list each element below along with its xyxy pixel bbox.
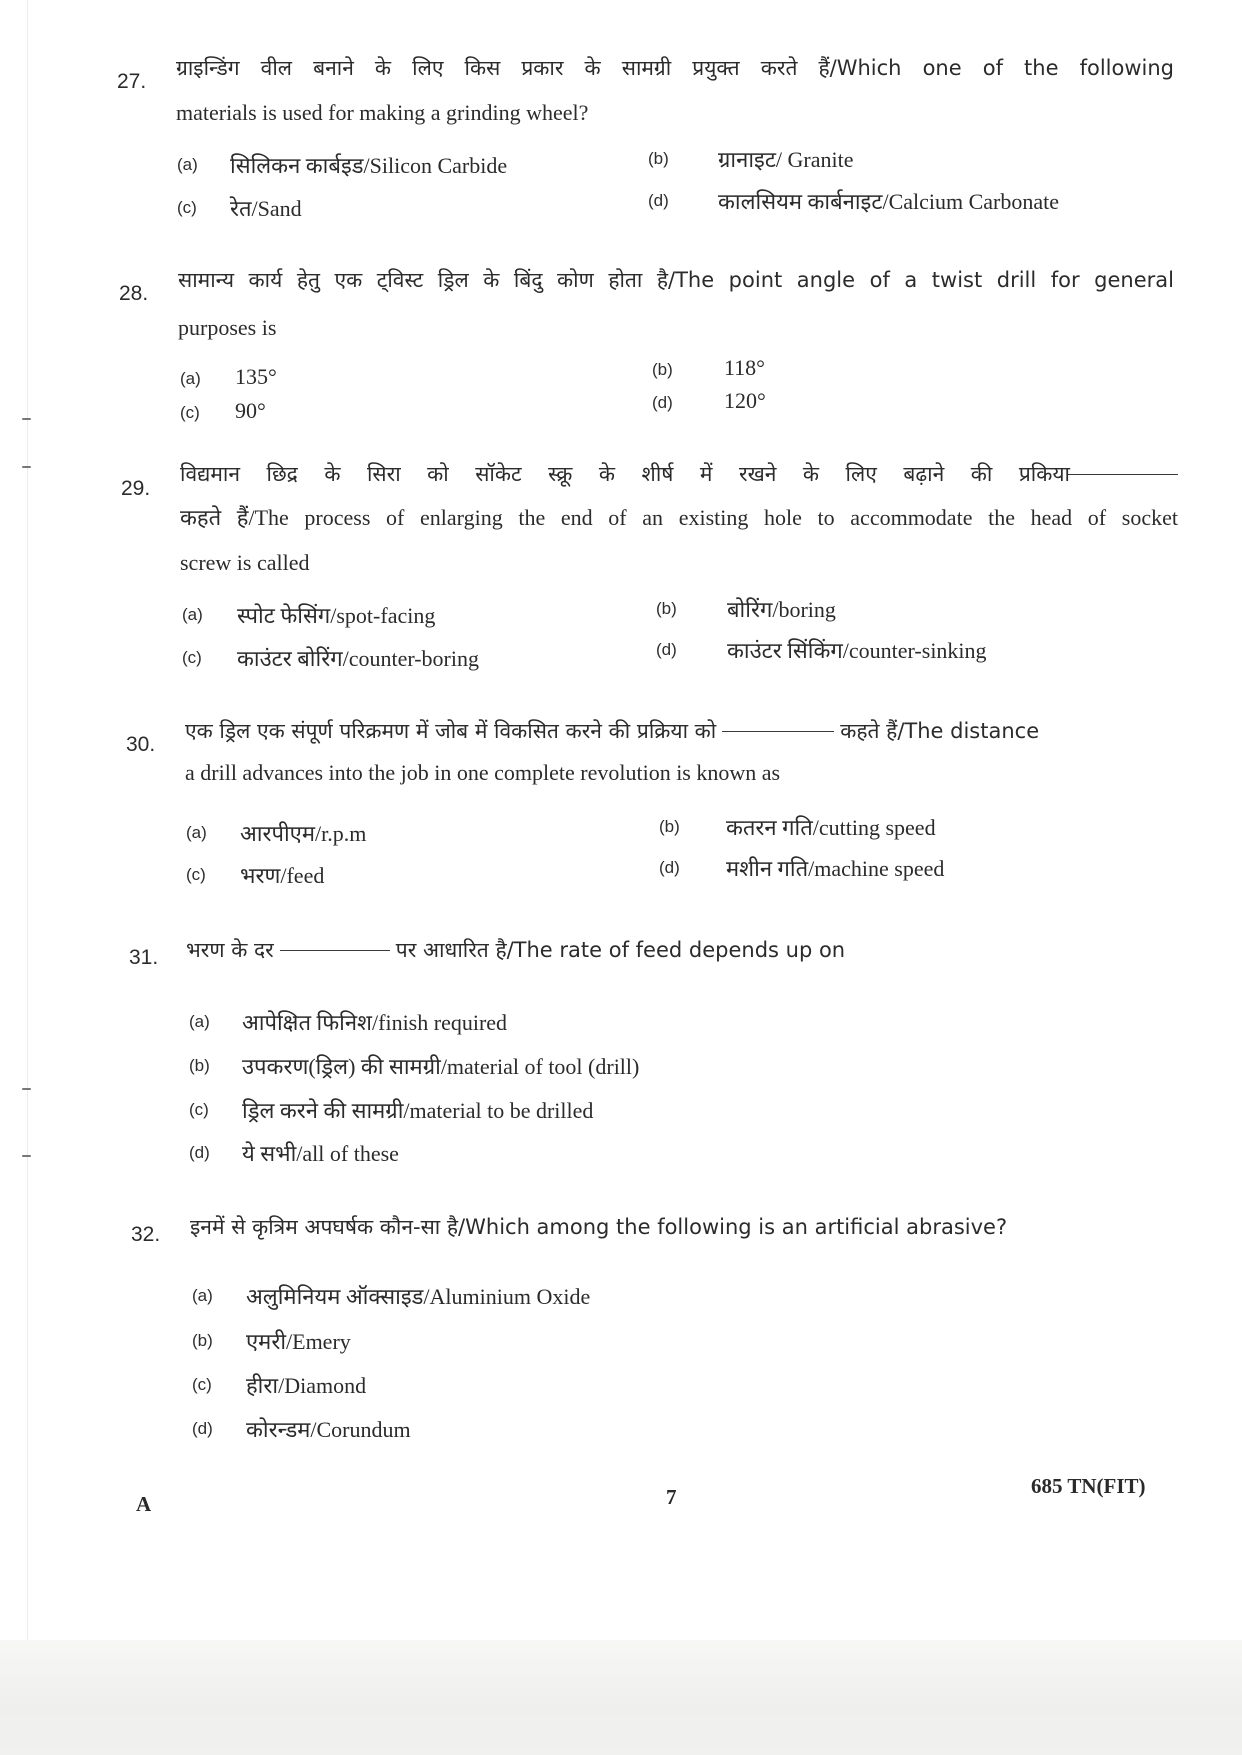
question-text-line: purposes is [178, 315, 277, 340]
question-text-line: screw is called [180, 550, 310, 575]
page-number: 7 [666, 1485, 677, 1509]
punch-mark [22, 1088, 31, 1090]
question-number: 29. [121, 477, 151, 500]
question-text-line: ग्राइन्डिंग वील बनाने के लिए किस प्रकार के सामग्री प्रयुक्त करते हैं/Which one of the following [176, 56, 1174, 80]
answer-blank [722, 731, 834, 732]
page-margin-line [27, 0, 28, 1640]
question-text-line: a drill advances into the job in one complete revolution is known as [185, 760, 781, 785]
question-number: 32. [131, 1223, 161, 1246]
punch-mark [22, 1155, 31, 1157]
answer-blank [1068, 474, 1178, 475]
exam-page: 27. ग्राइन्डिंग वील बनाने के लिए किस प्रकार के सामग्री प्रयुक्त करते हैं/Which one of the following materials is used for making a grinding wheel? (a) सिलिकन कार्बइड/Silicon Carbide (b) ग्रानाइट/ Granite (c) रेत/Sand (d) कालसियम कार्बनाइट/Calcium Carbonate 28. सामान्य कार्य हेतु एक ट्विस्ट ड्रिल के बिंदु कोण होता है/The point angle of a twist drill for general purposes is (a) 135° (b) 118° (c) 90° (d) 120° 29. विद्यमान छिद्र के सिरा को सॉकेट स्क्रू के शीर्ष में रखने के लिए बढ़ाने की प्रकिया कहते हैं/The process of enlarging the end of an existing hole to accommodate the head of socket screw is called (a) स्पोट फेसिंग/spot-facing (b) बोरिंग/boring (c) काउंटर बोरिंग/counter-boring (d) काउंटर सिंकिंग/counter-sinking 30. एक ड्रिल एक संपूर्ण परिक्रमण में जोब में विकसित करने की प्रक्रिया को कहते हैं/The distance a drill advances into the job in one complete revolution is known as (a) आरपीएम/r.p.m (b) कतरन गति/cutting speed (c) भरण/feed (d) मशीन गति/machine speed 31. भरण के दर पर आधारित है/The rate of feed depends up on (a) आपेक्षित फिनिश/finish required (b) उपकरण(ड्रिल) की सामग्री/material of tool (drill) (c) ड्रिल करने की सामग्री/material to be drilled (d) ये सभी/all of these 32. इनमें से कृत्रिम अपघर्षक कौन-सा है/Which among the following is an artificial abrasive? (a) अलुमिनियम ऑक्साइड/Aluminium Oxide (b) एमरी/Emery (c) हीरा/Diamond (d) कोरन्डम/Corundum A 7 685 TN(FIT) [0, 0, 1242, 1641]
question-number: 27. [117, 70, 147, 93]
series-code: A [136, 1492, 152, 1516]
question-text-line: सामान्य कार्य हेतु एक ट्विस्ट ड्रिल के बिंदु कोण होता है/The point angle of a twist drill for general [178, 268, 1174, 292]
punch-mark [22, 466, 31, 468]
question-text-line: materials is used for making a grinding wheel? [176, 100, 589, 125]
question-text-line: कहते हैं/The process of enlarging the end of an existing hole to accommodate the head of socket [180, 505, 1178, 530]
scan-background [0, 1640, 1242, 1755]
question-text-line: एक ड्रिल एक संपूर्ण परिक्रमण में जोब में विकसित करने की प्रक्रिया को कहते हैं/The distance [185, 719, 1040, 743]
question-number: 30. [126, 733, 156, 756]
question-text-line: इनमें से कृत्रिम अपघर्षक कौन-सा है/Which among the following is an artificial abrasive? [190, 1215, 1008, 1239]
paper-code: 685 TN(FIT) [1031, 1474, 1146, 1498]
question-text-line: विद्यमान छिद्र के सिरा को सॉकेट स्क्रू के शीर्ष में रखने के लिए बढ़ाने की प्रकिया [180, 462, 1070, 486]
answer-blank [280, 950, 390, 951]
question-text-line: भरण के दर पर आधारित है/The rate of feed depends up on [186, 938, 846, 962]
punch-mark [22, 418, 31, 420]
question-number: 28. [119, 282, 149, 305]
question-number: 31. [129, 946, 159, 969]
